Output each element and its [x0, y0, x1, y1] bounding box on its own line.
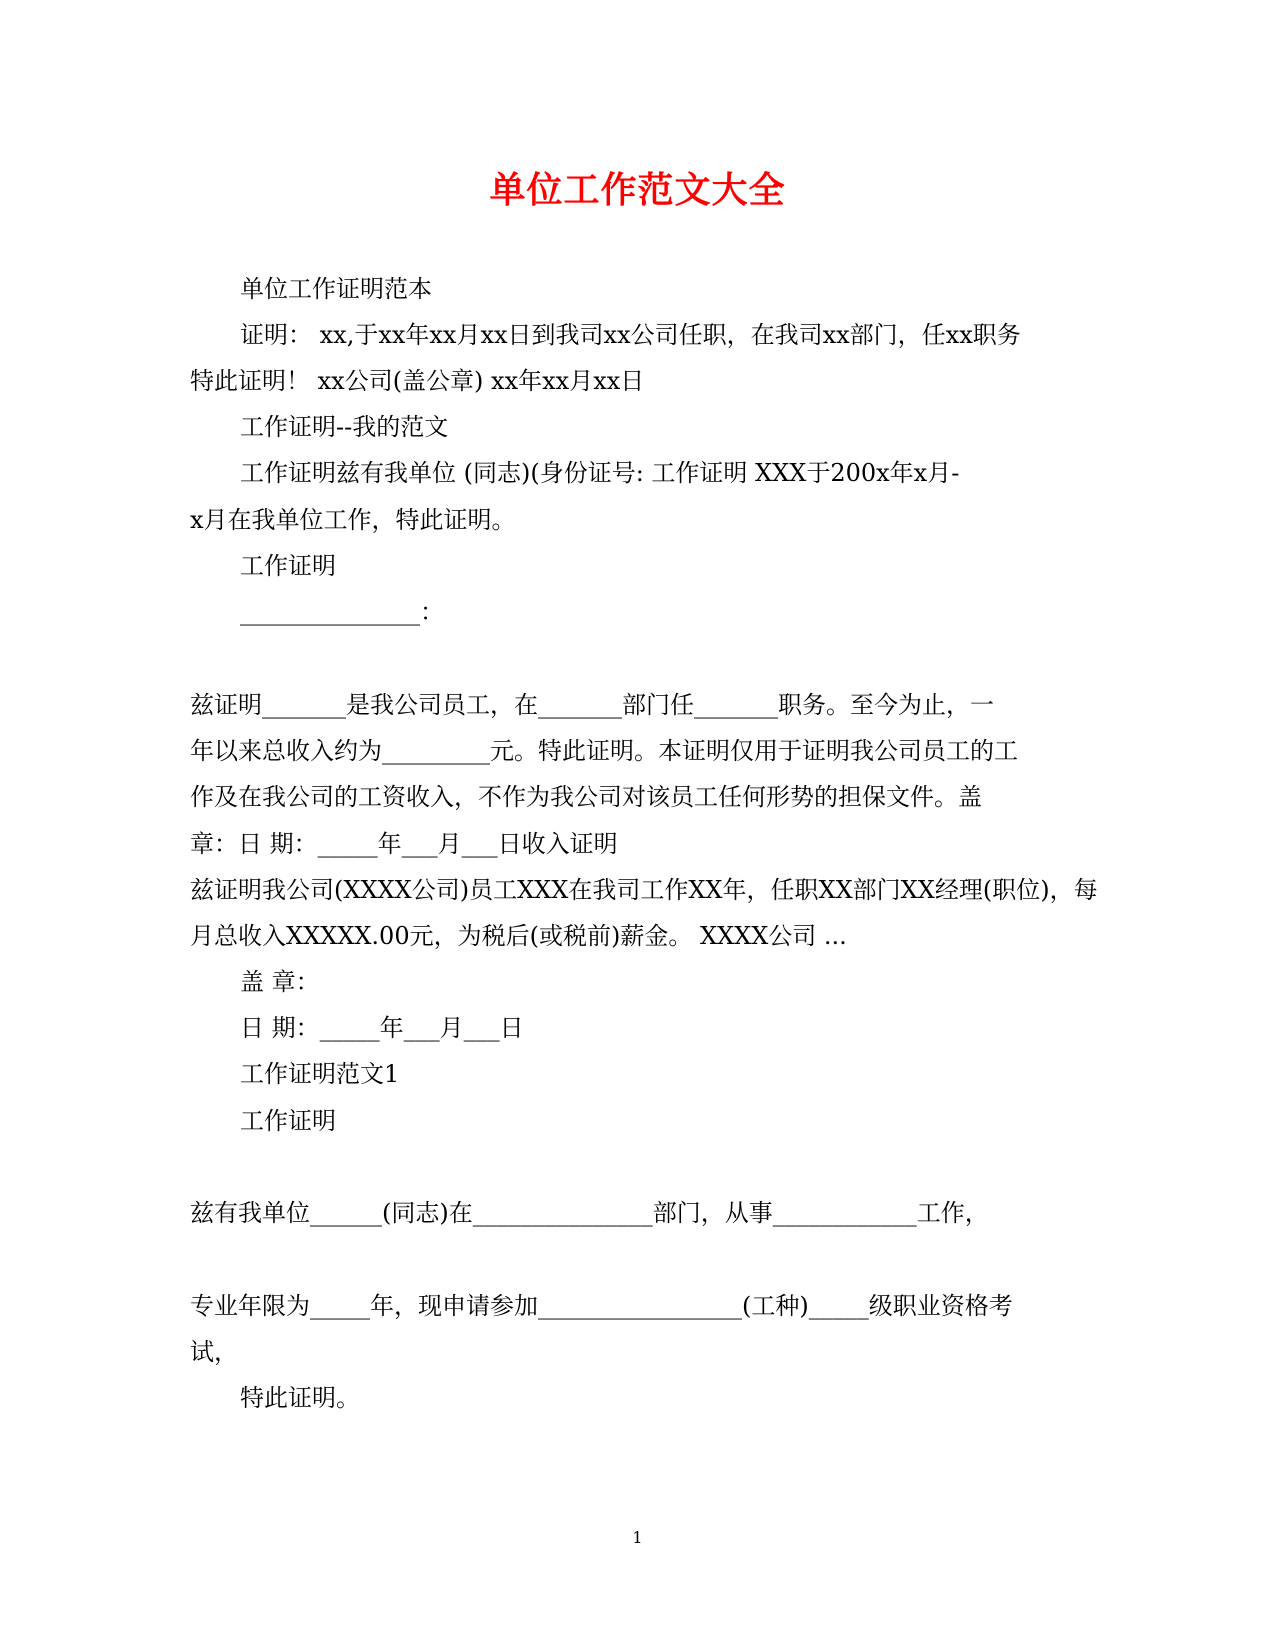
paragraph-line: 单位工作证明范本 [240, 275, 432, 303]
paragraph-line: 作及在我公司的工资收入，不作为我公司对该员工任何形势的担保文件。盖 [190, 783, 982, 811]
paragraph-line: 兹有我单位______(同志)在_______________部门，从事____________工作， [190, 1199, 989, 1227]
paragraph-line: 试， [190, 1338, 238, 1366]
paragraph-line: 日 期：_____年___月___日 [240, 1014, 524, 1042]
paragraph-line: 工作证明 [240, 552, 336, 580]
paragraph-line: x月在我单位工作，特此证明。 [190, 506, 516, 534]
paragraph-line: 章：日 期：_____年___月___日收入证明 [190, 830, 618, 858]
paragraph-line: 兹证明_______是我公司员工，在_______部门任_______职务。至今为止，一 [190, 691, 994, 719]
paragraph-line: 年以来总收入约为_________元。特此证明。本证明仅用于证明我公司员工的工 [190, 737, 1018, 765]
page-number: 1 [632, 1528, 643, 1547]
paragraph-line: _______________： [240, 598, 444, 626]
paragraph-line: 证明： xx,于xx年xx月xx日到我司xx公司任职，在我司xx部门，任xx职务 [240, 321, 1021, 349]
paragraph-line: 工作证明范文1 [240, 1060, 400, 1088]
paragraph-line: 盖 章： [240, 968, 320, 996]
paragraph-line: 工作证明 [240, 1107, 336, 1135]
paragraph-line: 月总收入XXXXX.00元，为税后(或税前)薪金。 XXXX公司 ... [190, 922, 847, 950]
document-title: 单位工作范文大全 [489, 169, 786, 211]
paragraph-line: 特此证明！ xx公司(盖公章) xx年xx月xx日 [190, 367, 645, 395]
paragraph-line: 特此证明。 [240, 1384, 360, 1412]
paragraph-line: 兹证明我公司(XXXX公司)员工XXX在我司工作XX年，任职XX部门XX经理(职位)，每 [190, 876, 1098, 904]
paragraph-line: 工作证明兹有我单位 (同志)(身份证号: 工作证明 XXX于200x年x月- [240, 459, 960, 487]
paragraph-line: 工作证明--我的范文 [240, 413, 449, 441]
paragraph-line: 专业年限为_____年，现申请参加_________________(工种)_____级职业资格考 [190, 1292, 1013, 1320]
